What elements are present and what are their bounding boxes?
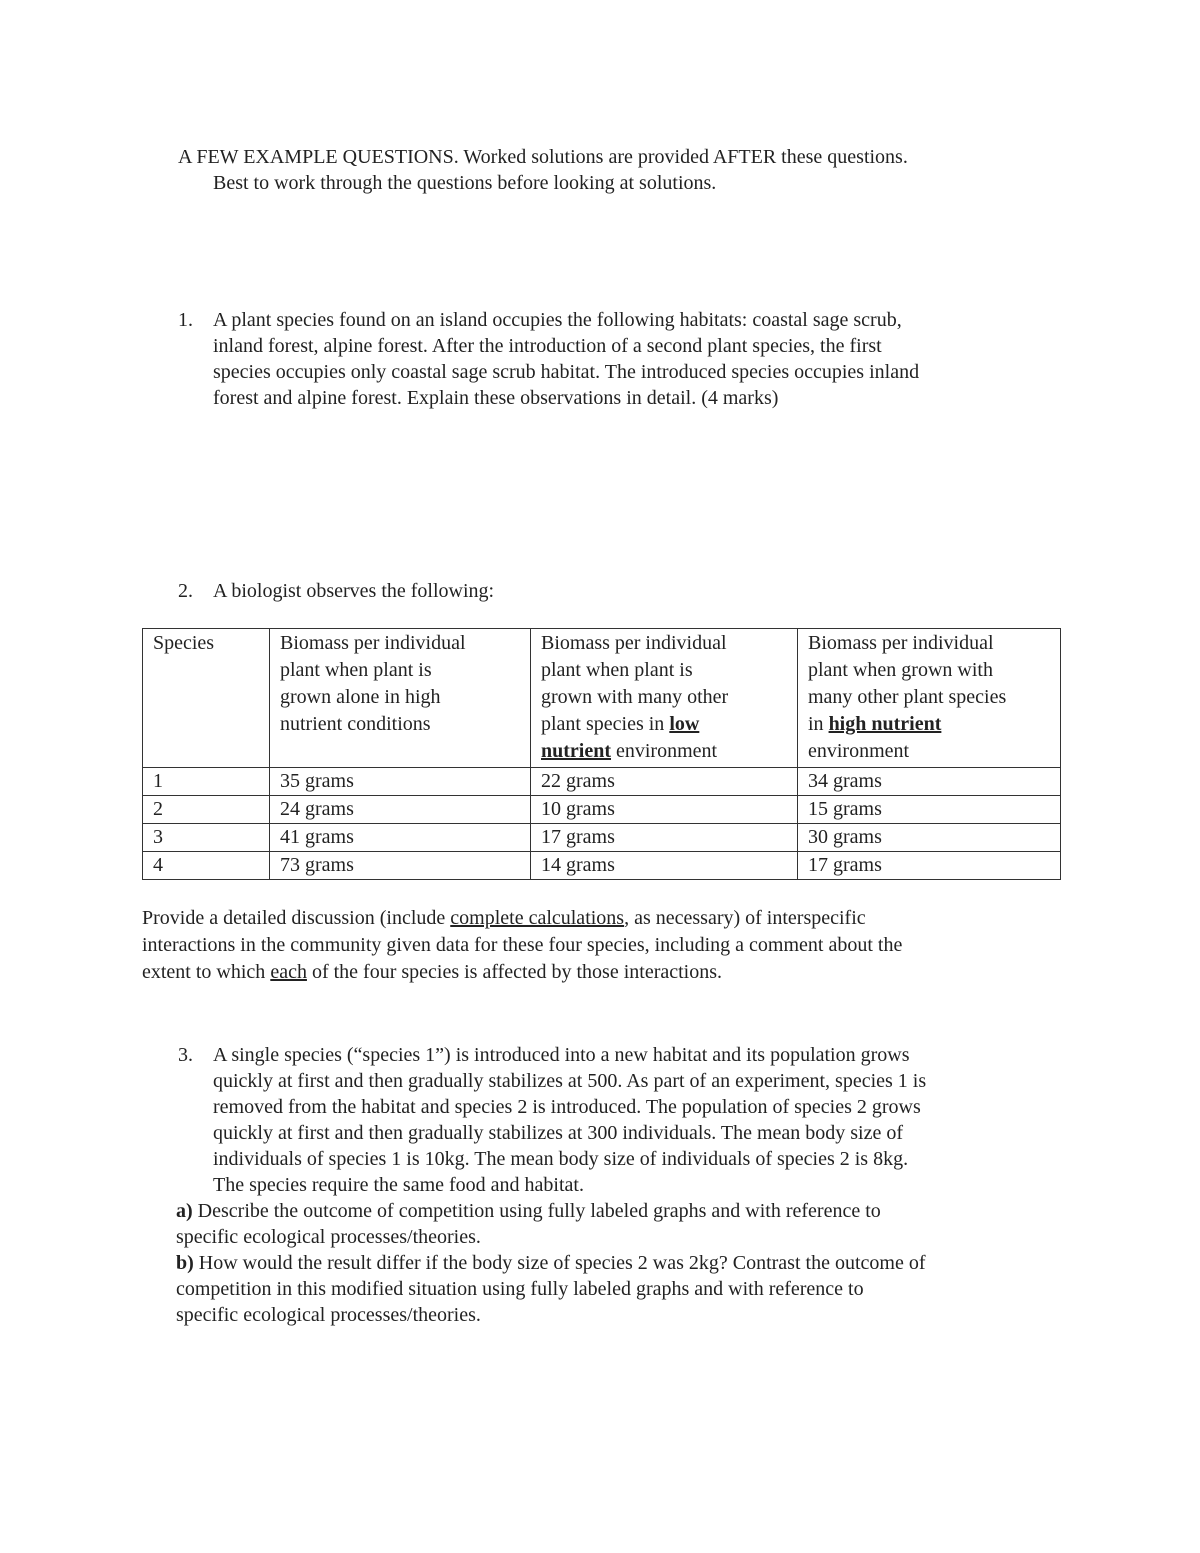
emphasis-nutrient: nutrient (541, 740, 611, 762)
cell-alone: 35 grams (270, 768, 531, 796)
question-number: 3. (178, 1044, 193, 1066)
part-a-text: Describe the outcome of competition using fully labeled graphs and with reference to (192, 1200, 881, 1222)
table-row (143, 852, 1061, 880)
question-text-line: removed from the habitat and species 2 is introduced. The population of species 2 grows (213, 1096, 921, 1118)
question-number: 1. (178, 309, 193, 331)
table-header-row (143, 629, 1061, 768)
part-b-text: competition in this modified situation using fully labeled graphs and with reference to (176, 1278, 864, 1300)
text: extent to which (142, 961, 271, 983)
header-line: nutrient conditions (280, 713, 431, 735)
cell-low: 22 grams (531, 768, 798, 796)
cell-low: 10 grams (531, 796, 798, 824)
question-text-line: forest and alpine forest. Explain these observations in detail. (4 marks) (213, 387, 779, 409)
header-line: plant when plant is (541, 659, 693, 681)
header-line: plant species in (541, 713, 670, 735)
header-species: Species (143, 629, 270, 768)
question-text-line: species occupies only coastal sage scrub habitat. The introduced species occupies inland (213, 361, 920, 383)
header-line: plant when plant is (280, 659, 432, 681)
question-3-parts (176, 1198, 925, 1328)
part-a-text: specific ecological processes/theories. (176, 1226, 481, 1248)
emphasis-low: low (669, 713, 700, 735)
question-number: 2. (178, 580, 193, 602)
header-line: many other plant species (808, 686, 1007, 708)
question-text-line: A plant species found on an island occupies the following habitats: coastal sage scrub, (213, 309, 902, 331)
cell-high: 15 grams (798, 796, 1061, 824)
question-text-line: inland forest, alpine forest. After the introduction of a second plant species, the first (213, 335, 882, 357)
cell-alone: 24 grams (270, 796, 531, 824)
header-line: grown alone in high (280, 686, 441, 708)
cell-alone: 41 grams (270, 824, 531, 852)
header-line: environment (808, 740, 910, 762)
cell-high: 30 grams (798, 824, 1061, 852)
question-text-line: quickly at first and then gradually stabilizes at 500. As part of an experiment, species 1 is (213, 1070, 927, 1092)
emphasis-each: each (270, 961, 307, 983)
text: interactions in the community given data for these four species, including a comment about the (142, 934, 903, 956)
table-row (143, 824, 1061, 852)
discussion-prompt (142, 905, 902, 986)
header-line: environment (611, 740, 718, 762)
intro-line-2: Best to work through the questions before looking at solutions. (213, 172, 717, 194)
cell-high: 34 grams (798, 768, 1061, 796)
question-text-line: quickly at first and then gradually stabilizes at 300 individuals. The mean body size of (213, 1122, 904, 1144)
part-b-text: specific ecological processes/theories. (176, 1304, 481, 1326)
table-row (143, 768, 1061, 796)
part-a-label: a) (176, 1200, 193, 1222)
header-line: Biomass per individual (808, 632, 994, 654)
intro-heading (178, 144, 908, 196)
text: of the four species is affected by those interactions. (306, 961, 723, 983)
cell-low: 14 grams (531, 852, 798, 880)
header-line: Biomass per individual (280, 632, 466, 654)
part-b-text: How would the result differ if the body size of species 2 was 2kg? Contrast the outcome of (193, 1252, 926, 1274)
cell-high: 17 grams (798, 852, 1061, 880)
table-row (143, 796, 1061, 824)
question-text-line: The species require the same food and habitat. (213, 1174, 584, 1196)
text: Provide a detailed discussion (include (142, 907, 451, 929)
cell-species: 4 (143, 852, 270, 880)
cell-species: 1 (143, 768, 270, 796)
header-many-high (798, 629, 1061, 768)
intro-line-1: A FEW EXAMPLE QUESTIONS. Worked solutions are provided AFTER these questions. (178, 146, 908, 168)
header-line: Biomass per individual (541, 632, 727, 654)
question-text-line: A single species (“species 1”) is introduced into a new habitat and its population grows (213, 1044, 910, 1066)
cell-species: 2 (143, 796, 270, 824)
cell-alone: 73 grams (270, 852, 531, 880)
text: , as necessary) of interspecific (624, 907, 866, 929)
biomass-table (142, 628, 1061, 880)
header-line: plant when grown with (808, 659, 993, 681)
cell-low: 17 grams (531, 824, 798, 852)
header-line: in (808, 713, 829, 735)
question-text: A biologist observes the following: (213, 580, 495, 602)
header-line: grown with many other (541, 686, 729, 708)
header-many-low (531, 629, 798, 768)
emphasis-high-nutrient: high nutrient (828, 713, 942, 735)
emphasis-complete-calculations: complete calculations (450, 907, 625, 929)
cell-species: 3 (143, 824, 270, 852)
part-b-label: b) (176, 1252, 194, 1274)
header-alone-high (270, 629, 531, 768)
question-text-line: individuals of species 1 is 10kg. The mean body size of individuals of species 2 is 8kg. (213, 1148, 909, 1170)
